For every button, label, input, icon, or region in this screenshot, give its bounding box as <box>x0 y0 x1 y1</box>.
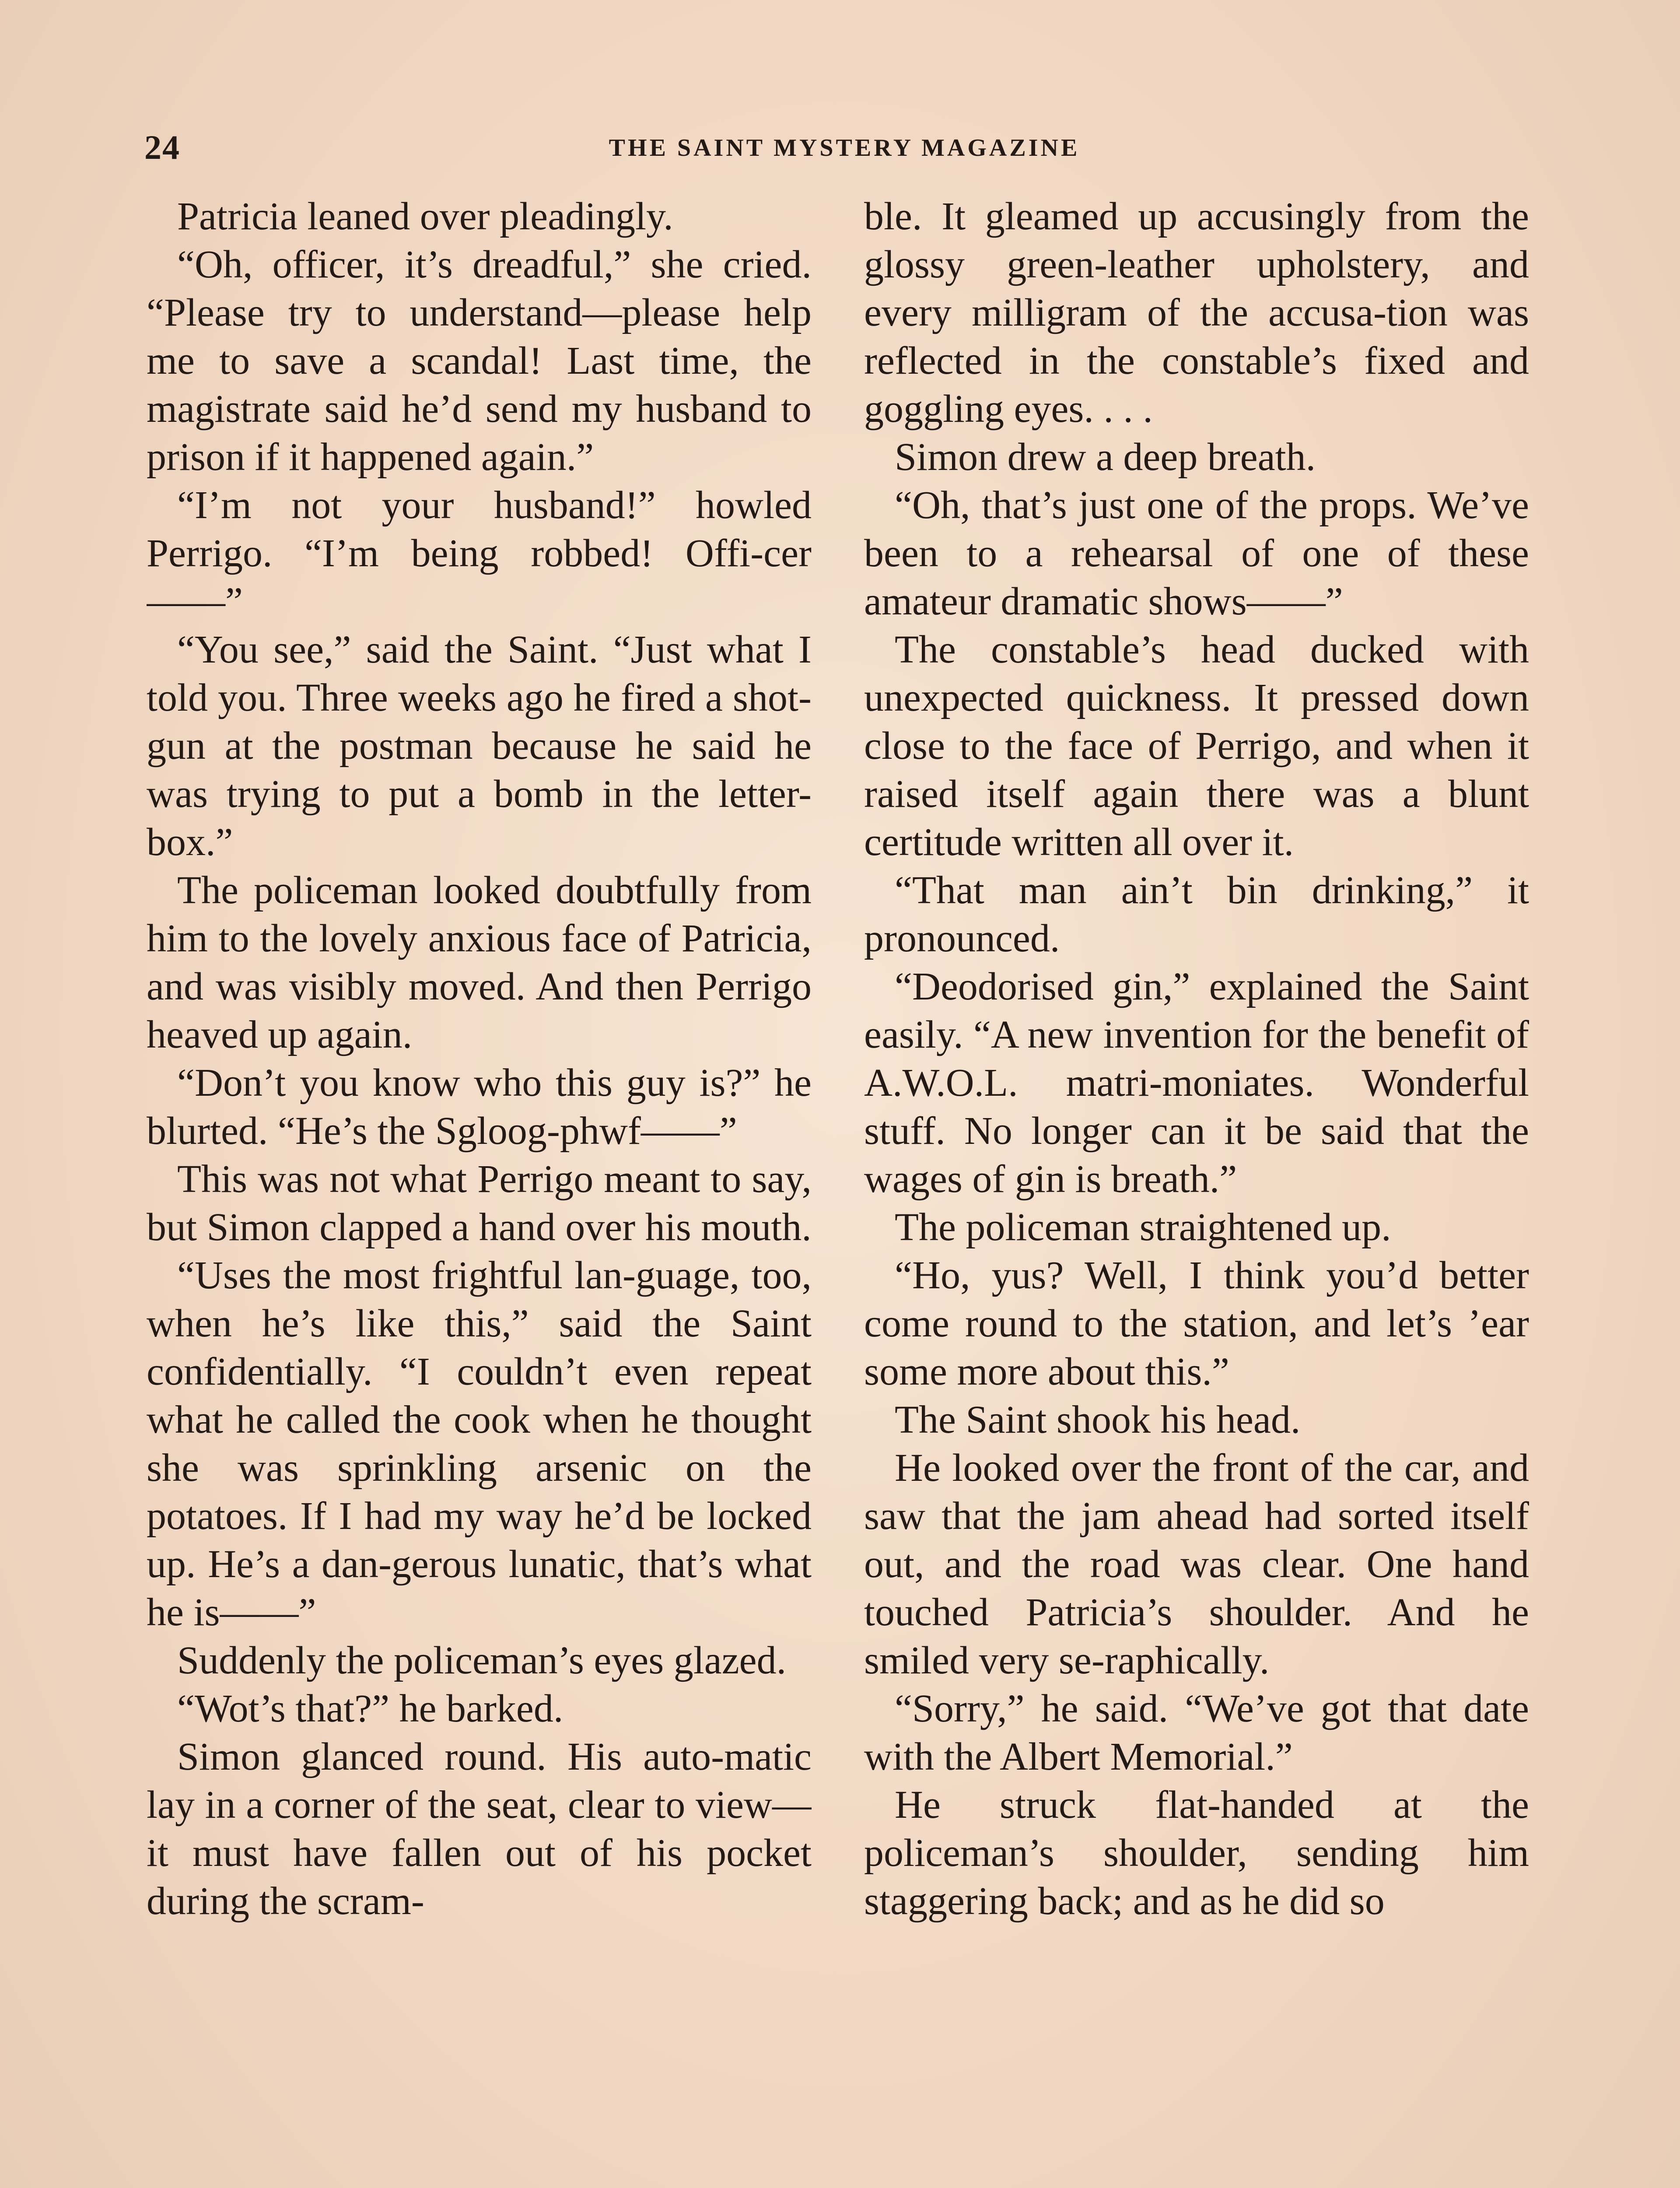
paragraph: The policeman looked doubtfully from him to the lovely anxious face of Patricia, and was visibly moved. And then Perrigo heaved up again. <box>147 869 812 1056</box>
paragraph: “That man ain’t bin drinking,” it pronounced. <box>864 869 1529 960</box>
paragraph: ble. It gleamed up accusingly from the glossy green-leather upholstery, and every milligram of the accusa-tion was reflected in the constable’s fixed and goggling eyes. . . . <box>864 195 1529 431</box>
paragraph: “Wot’s that?” he barked. <box>177 1687 564 1730</box>
page-number: 24 <box>144 128 180 166</box>
paragraph: “Don’t you know who this guy is?” he blurted. “He’s the Sgloog-phwf——” <box>147 1061 812 1153</box>
paragraph: “You see,” said the Saint. “Just what I told you. Three weeks ago he fired a shot-gun at the postman because he said he was trying to put a bomb in the letter-box.” <box>147 628 812 864</box>
paragraph: The policeman straightened up. <box>895 1206 1391 1249</box>
paragraph: “Oh, officer, it’s dreadful,” she cried. “Please try to understand—please help me to save a scandal! Last time, the magistrate said he’d send my husband to prison if it happened again.” <box>147 243 812 479</box>
paragraph: The Saint shook his head. <box>895 1398 1301 1441</box>
paragraph: Suddenly the policeman’s eyes glazed. <box>177 1639 787 1682</box>
right-column <box>864 193 1529 2170</box>
paragraph: “Oh, that’s just one of the props. We’ve been to a rehearsal of one of these amateur dramatic shows——” <box>864 484 1529 623</box>
left-column <box>147 193 812 2170</box>
running-head: THE SAINT MYSTERY MAGAZINE <box>609 134 1080 161</box>
paragraph: “Deodorised gin,” explained the Saint easily. “A new invention for the benefit of A.W.O.L. matri-moniates. Wonderful stuff. No longer can it be said that the wages of gin is breath.” <box>864 965 1529 1201</box>
paragraph: He struck flat-handed at the policeman’s shoulder, sending him staggering back; and as he did so <box>864 1783 1529 1923</box>
paragraph: The constable’s head ducked with unexpected quickness. It pressed down close to the face of Perrigo, and when it raised itself again there was a blunt certitude written all over it. <box>864 628 1529 864</box>
paragraph: “Uses the most frightful lan-guage, too, when he’s like this,” said the Saint confidentially. “I couldn’t even repeat what he called the cook when he thought she was sprinkling arsenic on the potatoes. If I had my way he’d be locked up. He’s a dan-gerous lunatic, that’s what he is——” <box>147 1254 812 1634</box>
paragraph: He looked over the front of the car, and saw that the jam ahead had sorted itself out, and the road was clear. One hand touched Patricia’s shoulder. And he smiled very se-raphically. <box>864 1446 1529 1682</box>
paragraph: “I’m not your husband!” howled Perrigo. “I’m being robbed! Offi-cer——” <box>147 484 812 623</box>
paragraph: Simon glanced round. His auto-matic lay in a corner of the seat, clear to view—it must have fallen out of his pocket during the scram- <box>147 1735 812 1923</box>
paragraph: Patricia leaned over pleadingly. <box>177 195 673 238</box>
page-header <box>144 128 1544 176</box>
paragraph: Simon drew a deep breath. <box>895 435 1316 479</box>
paragraph: “Ho, yus? Well, I think you’d better come round to the station, and let’s ’ear some more about this.” <box>864 1254 1529 1393</box>
paragraph: “Sorry,” he said. “We’ve got that date with the Albert Memorial.” <box>864 1687 1529 1778</box>
paragraph: This was not what Perrigo meant to say, but Simon clapped a hand over his mouth. <box>147 1157 812 1249</box>
